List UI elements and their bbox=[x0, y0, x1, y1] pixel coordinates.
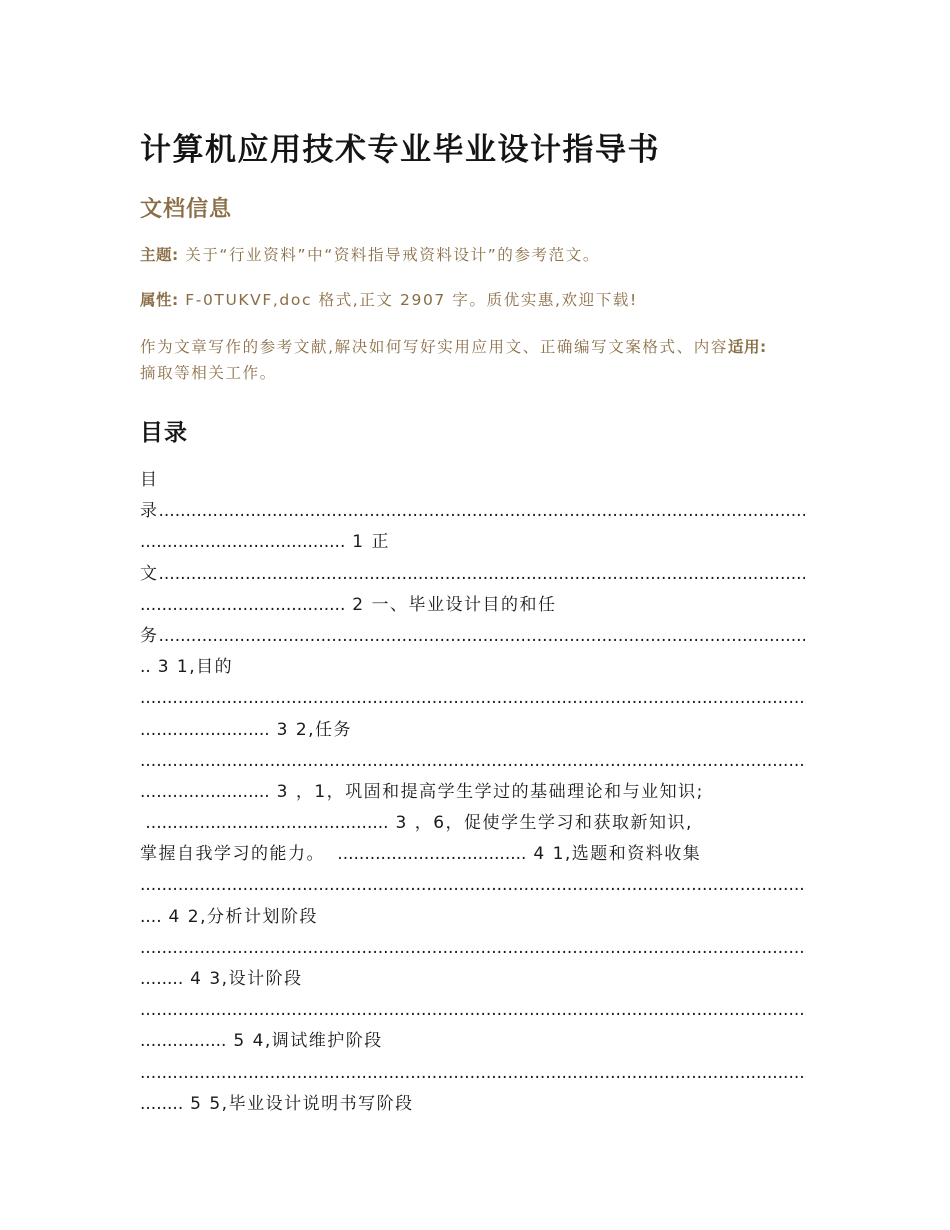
toc-leader-dots bbox=[159, 564, 806, 584]
toc-leader-dots: .... bbox=[140, 906, 162, 927]
toc-leader-dots: ................................... bbox=[331, 844, 527, 865]
toc-line bbox=[140, 808, 805, 839]
apply-line bbox=[140, 334, 820, 386]
toc-text: 3 ，1，巩固和提高学生学过的基础理论和与业知识; bbox=[269, 781, 704, 802]
attribute-line bbox=[140, 287, 820, 313]
document-title: 计算机应用技术专业毕业设计指导书 bbox=[140, 132, 660, 168]
attribute-label: 属性: bbox=[140, 291, 179, 309]
topic-label: 主题: bbox=[140, 246, 179, 264]
toc-leader-dots: ........ bbox=[140, 969, 184, 989]
toc-line bbox=[140, 839, 805, 870]
toc-leader-dots bbox=[159, 626, 806, 646]
toc-line bbox=[140, 715, 805, 746]
toc-text: 5 5,毕业设计说明书写阶段 bbox=[183, 1093, 414, 1114]
toc-line bbox=[140, 746, 805, 777]
toc-text: 4 3,设计阶段 bbox=[183, 969, 303, 989]
toc-text: 4 1,选题和资料收集 bbox=[526, 844, 702, 865]
toc-leader-dots bbox=[140, 751, 805, 771]
apply-label: 适用: bbox=[727, 338, 767, 356]
toc-line bbox=[140, 1089, 805, 1120]
toc-text: 2 一、毕业设计目的和任 bbox=[345, 594, 557, 615]
info-heading: 文档信息 bbox=[140, 197, 233, 222]
toc-line bbox=[140, 995, 805, 1026]
toc-line bbox=[140, 870, 805, 901]
toc-leader-dots: ...................................... bbox=[140, 532, 346, 553]
toc-text: 文 bbox=[140, 563, 159, 584]
toc-text: 目 bbox=[140, 470, 159, 490]
toc-leader-dots bbox=[140, 688, 805, 708]
toc-leader-dots bbox=[140, 938, 805, 958]
toc-leader-dots: ........................ bbox=[140, 781, 270, 802]
toc-line bbox=[140, 621, 805, 652]
toc-text: 务 bbox=[140, 625, 159, 646]
toc-text: 掌握自我学习的能力。 bbox=[140, 844, 332, 865]
toc-leader-dots: .. bbox=[140, 657, 151, 678]
toc-leader-dots bbox=[140, 875, 805, 895]
toc-text: 1 正 bbox=[345, 532, 390, 553]
toc-line bbox=[140, 527, 805, 558]
toc-leader-dots: ............................................. bbox=[140, 813, 389, 834]
toc-line bbox=[140, 964, 805, 995]
toc-leader-dots: ........ bbox=[140, 1093, 184, 1114]
toc-text: 3 ，6，促使学生学习和获取新知识, bbox=[388, 813, 693, 834]
toc-heading: 目录 bbox=[140, 420, 188, 446]
topic-text: 关于“行业资料”中“资料指导戒资料设计”的参考范文。 bbox=[178, 246, 600, 264]
apply-text-continued: 摘取等相关工作。 bbox=[140, 364, 277, 382]
toc-leader-dots bbox=[140, 1063, 805, 1083]
toc-line bbox=[140, 683, 805, 714]
toc-leader-dots bbox=[159, 501, 806, 521]
toc-line bbox=[140, 652, 805, 683]
toc-text: 3 1,目的 bbox=[150, 657, 234, 678]
toc-leader-dots: ................ bbox=[140, 1031, 227, 1052]
attribute-text: F-0TUKVF,doc 格式,正文 2907 字。质优实惠,欢迎下载! bbox=[178, 291, 638, 309]
apply-text: 作为文章写作的参考文献,解决如何写好实用应用文、正确编写文案格式、内容 bbox=[140, 338, 728, 356]
toc-line bbox=[140, 496, 805, 527]
toc-line bbox=[140, 777, 805, 808]
toc-line bbox=[140, 590, 805, 621]
toc-line bbox=[140, 902, 805, 933]
toc-leader-dots: ...................................... bbox=[140, 594, 346, 615]
table-of-contents bbox=[140, 465, 805, 1120]
toc-text: 5 4,调试维护阶段 bbox=[226, 1031, 383, 1052]
toc-text: 4 2,分析计划阶段 bbox=[161, 906, 318, 927]
toc-leader-dots: ........................ bbox=[140, 719, 270, 740]
toc-text: 3 2,任务 bbox=[269, 719, 353, 740]
toc-line bbox=[140, 1058, 805, 1089]
toc-leader-dots bbox=[140, 1000, 805, 1020]
toc-line bbox=[140, 559, 805, 590]
toc-line bbox=[140, 933, 805, 964]
toc-line bbox=[140, 465, 805, 496]
toc-line bbox=[140, 1026, 805, 1057]
topic-line bbox=[140, 242, 820, 268]
toc-text: 录 bbox=[140, 501, 159, 522]
